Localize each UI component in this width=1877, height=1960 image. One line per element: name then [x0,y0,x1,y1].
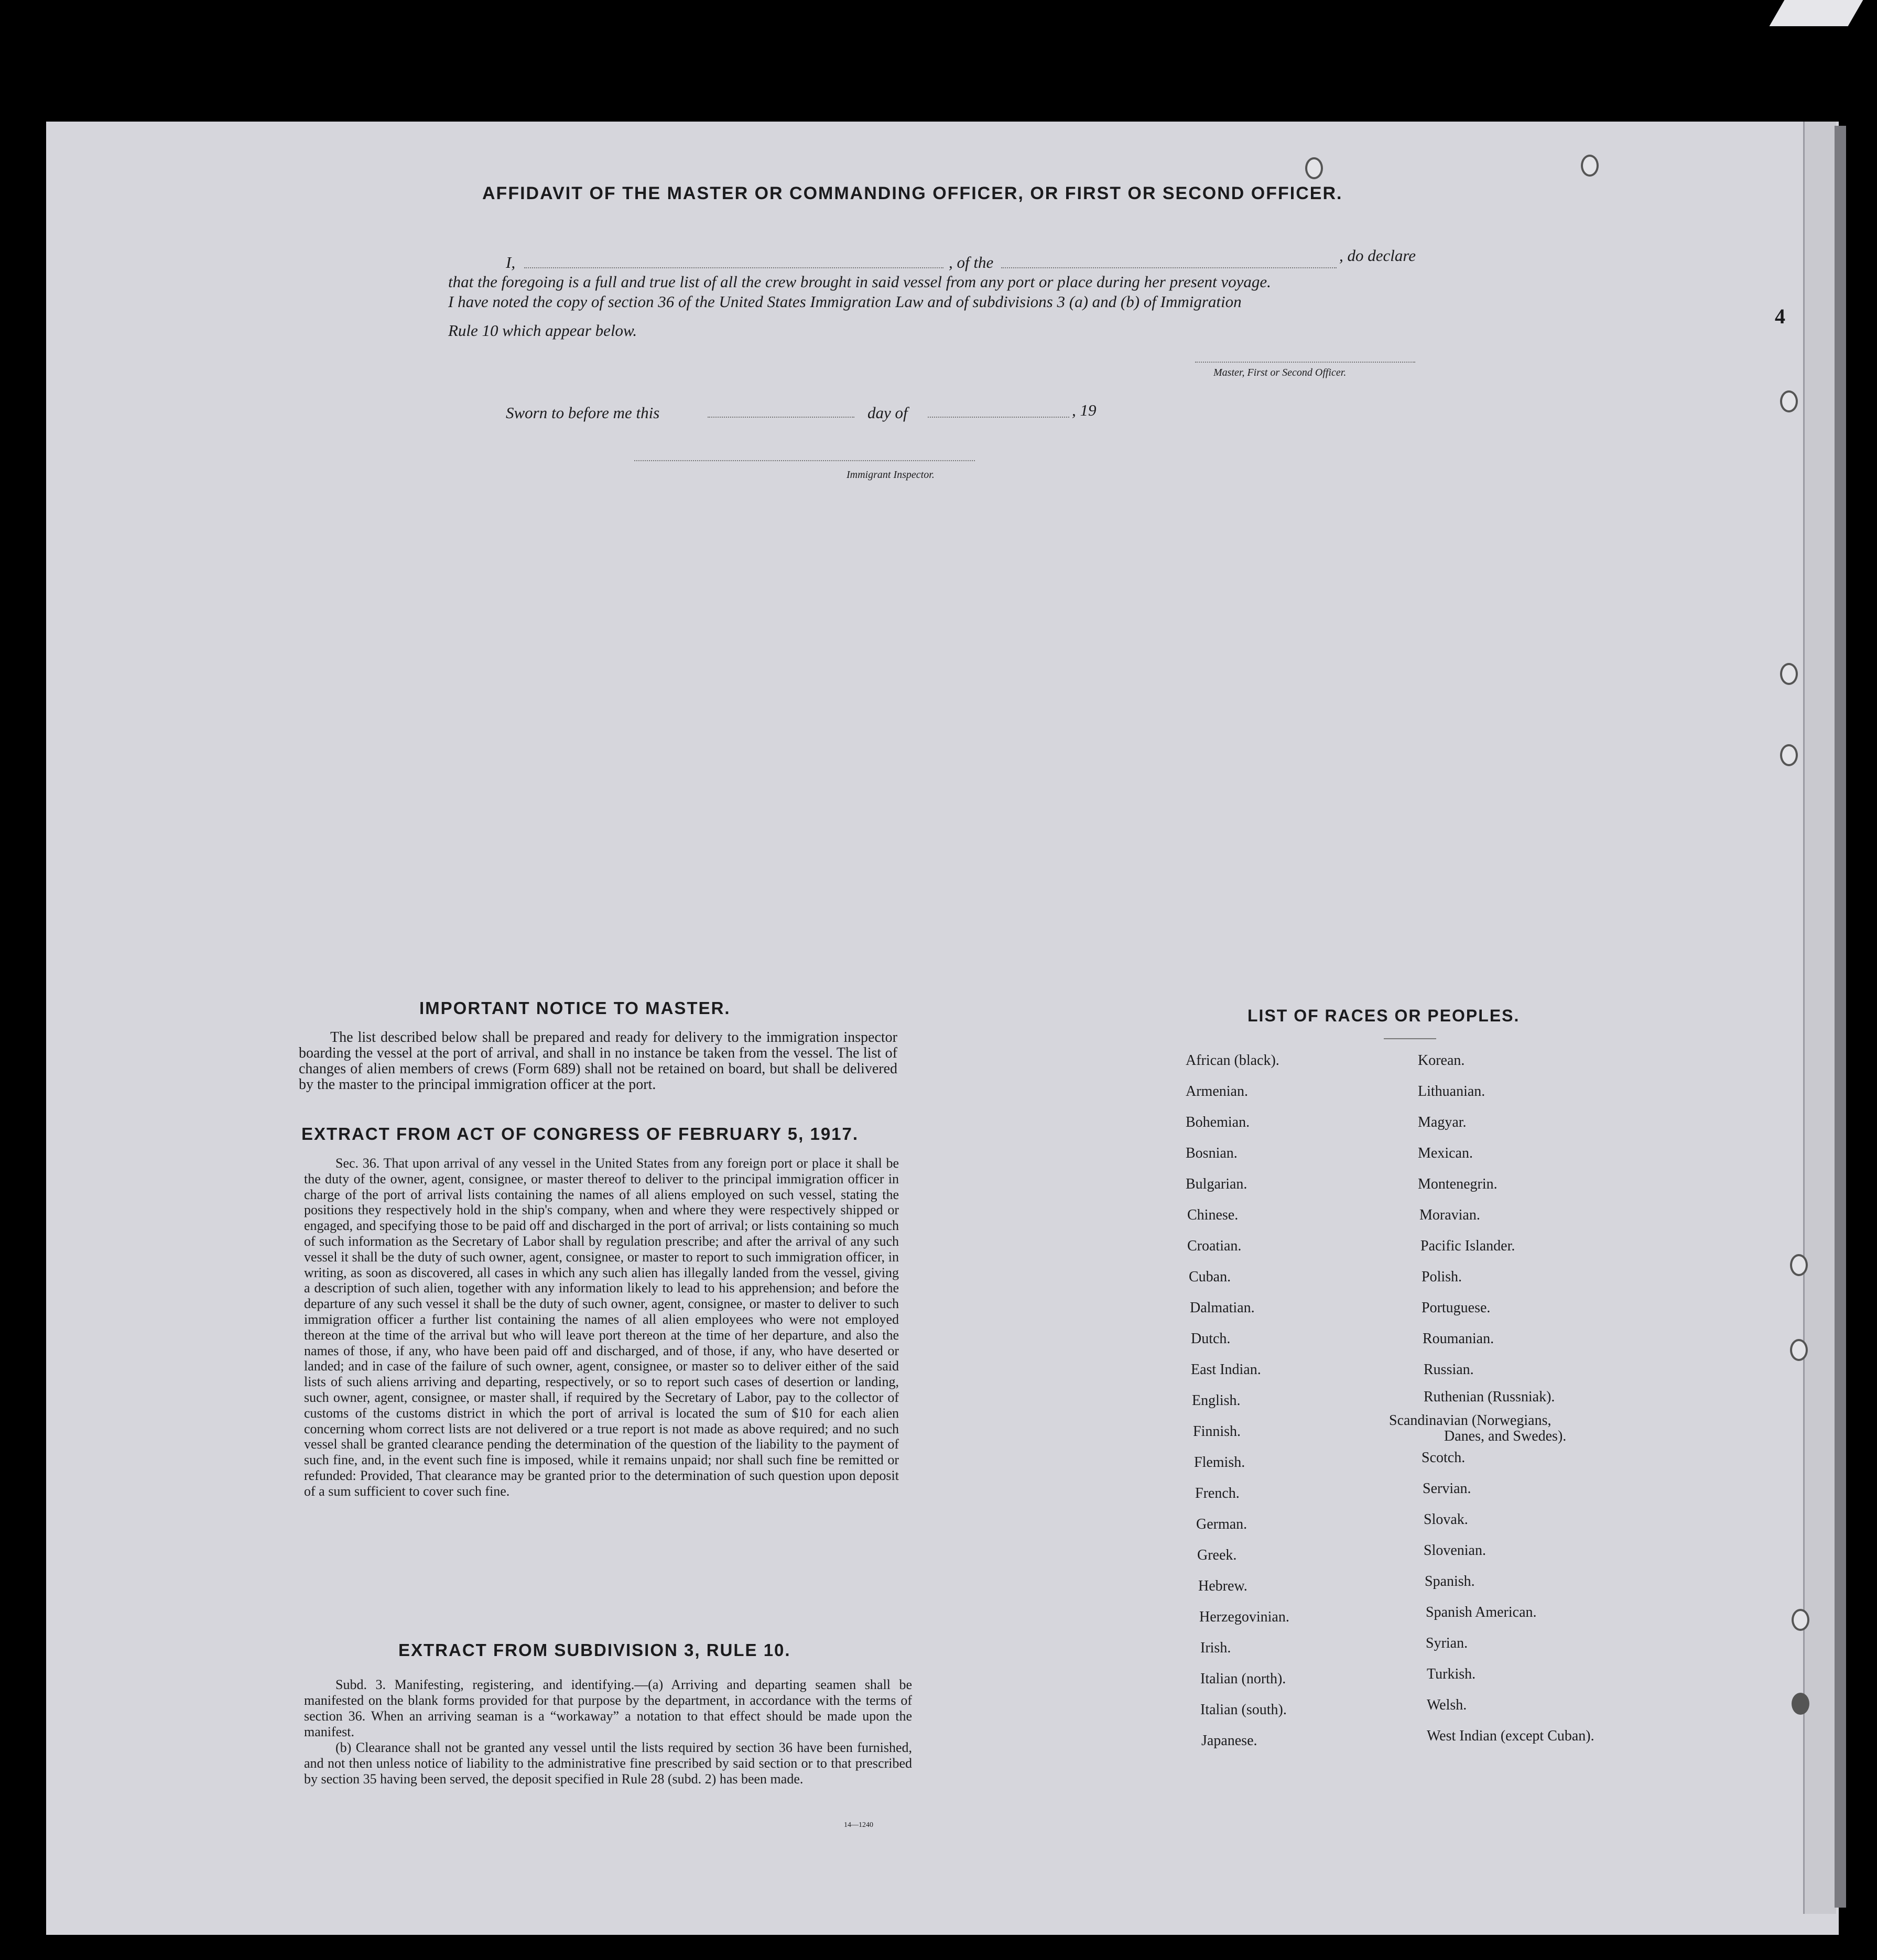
inspector-caption: Immigrant Inspector. [847,469,935,481]
race-item: Bosnian. [1186,1145,1238,1161]
punch-hole-icon [1581,155,1599,177]
race-item: Korean. [1418,1052,1465,1069]
rule-extract-title: EXTRACT FROM SUBDIVISION 3, RULE 10. [398,1640,791,1660]
race-item: Polish. [1422,1269,1462,1285]
affidavit-do-declare: , do declare [1339,246,1416,265]
rule-para-a: Subd. 3. Manifesting, registering, and identifying.—(a) Arriving and departing seamen shall be manifested on the blank forms provided for that purpose by the department, in accordance with the terms of section 36. When an arriving seaman is a “workaway” a notation to that effect should be made upon the manifest. [304,1677,912,1739]
sworn-text: Sworn to before me this [506,404,660,422]
race-item: Croatian. [1187,1238,1242,1254]
form-number: 14—1240 [844,1821,873,1829]
race-item: East Indian. [1191,1362,1261,1378]
race-item: Welsh. [1427,1697,1467,1713]
signature-caption: Master, First or Second Officer. [1213,367,1347,378]
race-item: Moravian. [1419,1207,1480,1223]
affidavit-i-label: I, [506,253,516,271]
page-edge [1803,122,1836,1914]
sworn-day-blank [708,417,854,418]
race-item: Dalmatian. [1190,1300,1255,1316]
race-item: Bulgarian. [1186,1176,1247,1192]
race-item: Turkish. [1427,1666,1476,1682]
race-item: Finnish. [1193,1423,1241,1440]
vessel-blank [1001,267,1337,268]
race-item: Russian. [1424,1362,1474,1378]
race-item: Danes, and Swedes). [1444,1428,1567,1444]
race-item: Dutch. [1191,1331,1231,1347]
races-title: LIST OF RACES OR PEOPLES. [1247,1006,1520,1025]
affidavit-line-3: I have noted the copy of section 36 of the United States Immigration Law and of subdivisions 3 (a) and (b) of Immigration [448,292,1242,311]
race-item: Roumanian. [1423,1331,1494,1347]
race-item: Spanish. [1425,1573,1475,1589]
year-text: , 19 [1072,401,1097,419]
race-item: Mexican. [1418,1145,1473,1161]
affidavit-line-2: that the foregoing is a full and true list of all the crew brought in said vessel from any port or place during her present voyage. [448,273,1271,291]
race-item: Italian (north). [1200,1671,1286,1687]
race-item: Portuguese. [1422,1300,1491,1316]
race-item: Scotch. [1422,1450,1466,1466]
page-edge-shadow [1835,126,1846,1908]
race-item: Magyar. [1418,1114,1467,1130]
race-item: Irish. [1200,1640,1231,1656]
day-of-text: day of [867,404,908,422]
race-item: Montenegrin. [1418,1176,1498,1192]
punch-hole-icon [1790,1339,1808,1361]
punch-hole-icon [1792,1693,1809,1715]
race-item: Cuban. [1189,1269,1231,1285]
race-item: Syrian. [1426,1635,1468,1651]
act-extract-text: Sec. 36. That upon arrival of any vessel in the United States from any foreign port or place it shall be the duty of the owner, agent, consignee, or master thereof to deliver to the principal immigration officer in charge of the port of arrival lists containing the names of all aliens employed on such vessel, stating the positions they respectively hold in the ship's company, when and where they were respectively shipped or engaged, and specifying those to be paid off and discharged in the port of arrival; or lists containing so much of such information as the Secretary of Labor shall by regulation prescribe; and after the arrival of any such vessel it shall be the duty of such owner, agent, consignee, or master to report to such immigration officer, in writing, as soon as discovered, all cases in which any such alien has illegally landed from the vessel, giving a description of such alien, together with any information likely to lead to his apprehension; and before the departure of any such vessel it shall be the duty of such owner, agent, consignee, or master to deliver to such immigration officer a further list containing the names of all alien employees who were not employed thereon at the time of the arrival but who will leave port thereon at the time of her departure, and also the names of those, if any, who have been paid off and discharged, and of those, if any, who have deserted or landed; and in case of the failure of such owner, agent, consignee, or master so to deliver either of the said lists of such aliens arriving and departing, respectively, or so to report such cases of desertion or landing, such owner, agent, consignee, or master shall, if required by the Secretary of Labor, pay to the collector of customs of the customs district in which the port of arrival is located the sum of $10 for each alien concerning whom correct lists are not delivered or a true report is not made as above required; and no such vessel shall be granted clearance pending the determination of the question of the liability to the payment of such fine, and, in the event such fine is imposed, while it remains unpaid; nor shall such fine be remitted or refunded: Provided, That clearance may be granted prior to the determination of such question upon deposit of a sum sufficient to cover such fine. [304,1156,899,1499]
race-item: Flemish. [1194,1454,1245,1471]
races-title-rule [1384,1038,1436,1039]
race-item: Slovak. [1424,1511,1468,1528]
race-item: Chinese. [1187,1207,1239,1223]
race-item: African (black). [1186,1052,1279,1069]
rule-para-b: (b) Clearance shall not be granted any vessel until the lists required by section 36 have been furnished, and not then unless notice of liability to the administrative fine prescribed by said section or to that prescribed by section 35 having been served, the deposit specified in Rule 28 (subd. 2) has been made. [304,1740,912,1787]
side-page-number: 4 [1775,304,1785,328]
punch-hole-icon [1780,663,1798,685]
race-item: Greek. [1197,1547,1237,1563]
punch-hole-icon [1780,744,1798,766]
name-blank [524,267,943,268]
race-item: Pacific Islander. [1420,1238,1515,1254]
document-page [46,122,1839,1935]
affidavit-of-the: , of the [949,253,994,271]
race-item: Servian. [1423,1480,1471,1497]
race-item: Italian (south). [1200,1702,1287,1718]
race-item: Hebrew. [1198,1578,1247,1594]
race-item: Lithuanian. [1418,1083,1485,1099]
race-item: German. [1196,1516,1247,1532]
rule-extract-body [304,1677,912,1787]
affidavit-line-4: Rule 10 which appear below. [448,321,637,340]
punch-hole-icon [1792,1609,1809,1631]
race-item: Scandinavian (Norwegians, [1389,1412,1551,1429]
race-item: French. [1195,1485,1240,1501]
punch-hole-icon [1305,157,1323,179]
race-item: West Indian (except Cuban). [1427,1728,1594,1744]
month-blank [928,417,1069,418]
affidavit-title: AFFIDAVIT OF THE MASTER OR COMMANDING OFFICER, OR FIRST OR SECOND OFFICER. [482,183,1343,203]
act-extract-title: EXTRACT FROM ACT OF CONGRESS OF FEBRUARY 5, 1917. [301,1124,859,1144]
inspector-signature-line [634,460,975,461]
race-item: Ruthenian (Russniak). [1424,1389,1555,1405]
signature-line [1195,362,1415,363]
punch-hole-icon [1790,1254,1808,1276]
race-item: Armenian. [1186,1083,1248,1099]
paper-scrap [1770,0,1863,26]
race-item: Spanish American. [1426,1604,1537,1620]
race-item: Slovenian. [1424,1542,1486,1559]
race-item: Herzegovinian. [1199,1609,1289,1625]
notice-title: IMPORTANT NOTICE TO MASTER. [419,998,731,1018]
notice-text: The list described below shall be prepared and ready for delivery to the immigration inspector boarding the vessel at the port of arrival, and shall in no instance be taken from the vessel. The list of changes of alien members of crews (Form 689) shall not be retained on board, but shall be delivered by the master to the principal immigration officer at the port. [299,1029,897,1093]
punch-hole-icon [1780,390,1798,412]
race-item: Bohemian. [1186,1114,1250,1130]
race-item: Japanese. [1201,1733,1257,1749]
race-item: English. [1192,1392,1241,1409]
